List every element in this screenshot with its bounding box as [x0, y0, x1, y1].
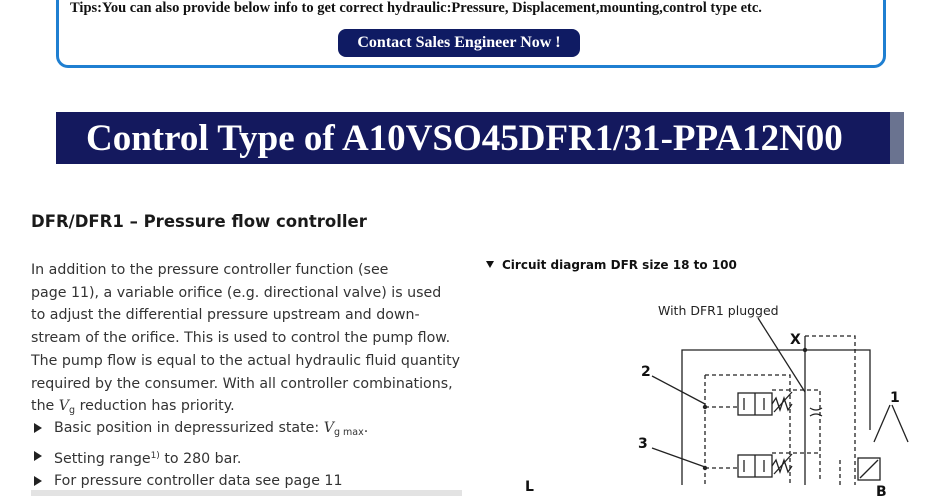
bullet-list — [31, 417, 471, 493]
bullet-triangle-icon — [34, 423, 42, 433]
leader-2 — [652, 376, 705, 404]
bullet-text: For pressure controller data see page 11 — [54, 473, 343, 490]
bullet-triangle-icon — [34, 476, 42, 486]
circuit-lines — [652, 318, 908, 485]
vg-symbol: V — [58, 398, 70, 415]
leader-3 — [652, 448, 705, 467]
paragraph-line: stream of the orifice. This is used to control the pump flow. — [31, 330, 451, 347]
port-b-label: B — [876, 484, 887, 500]
footnote-ref: 1) — [150, 450, 160, 461]
leader-1a — [874, 405, 890, 442]
vg-suffix: reduction has priority. — [75, 398, 235, 415]
gray-table-bar — [31, 490, 462, 496]
bullet-triangle-icon — [34, 451, 42, 461]
description-paragraph — [31, 259, 471, 423]
callout-2: 2 — [641, 364, 651, 380]
paragraph-line: required by the consumer. With all controller combinations, — [31, 375, 453, 392]
tips-text: Tips:You can also provide below info to get correct hydraulic:Pressure, Displacement,mounting,control type etc. — [70, 0, 762, 16]
contact-sales-button[interactable]: Contact Sales Engineer Now ! — [338, 29, 580, 57]
section-title: DFR/DFR1 – Pressure flow controller — [31, 212, 367, 231]
bullet-text-end: . — [363, 420, 369, 436]
paragraph-line: In addition to the pressure controller function (see — [31, 262, 389, 278]
port-x-label: X — [790, 332, 801, 348]
triangle-down-icon — [486, 261, 494, 268]
vg-subscript: g max — [333, 427, 364, 438]
paragraph-line: page 11), a variable orifice (e.g. directional valve) is used — [31, 284, 442, 301]
plug-label: With DFR1 plugged — [658, 303, 779, 318]
paragraph-line: The pump flow is equal to the actual hydraulic fluid quantity — [31, 352, 461, 369]
bullet-text: Setting range — [54, 450, 151, 467]
callout-3: 3 — [638, 436, 648, 452]
port-l-label: L — [525, 479, 534, 495]
vg-prefix: the — [31, 398, 59, 415]
callout-1: 1 — [890, 390, 900, 406]
leader-plug — [758, 318, 805, 392]
paragraph-line: to adjust the differential pressure upstream and down- — [31, 307, 420, 324]
vg-symbol: V — [323, 420, 334, 436]
diagram-title — [486, 258, 737, 272]
banner-title: Control Type of A10VSO45DFR1/31-PPA12N00 — [86, 118, 843, 159]
bullet-text-end: to 280 bar. — [159, 450, 242, 467]
vg-subscript: g — [69, 405, 76, 417]
diagram-title-text: Circuit diagram DFR size 18 to 100 — [502, 258, 737, 272]
bullet-text: Basic position in depressurized state: — [54, 420, 324, 436]
leader-1b — [892, 405, 908, 442]
bullet-item-setting-range — [31, 445, 471, 471]
bullet-item-basic-position — [31, 417, 471, 445]
banner-accent-stripe — [890, 112, 904, 164]
